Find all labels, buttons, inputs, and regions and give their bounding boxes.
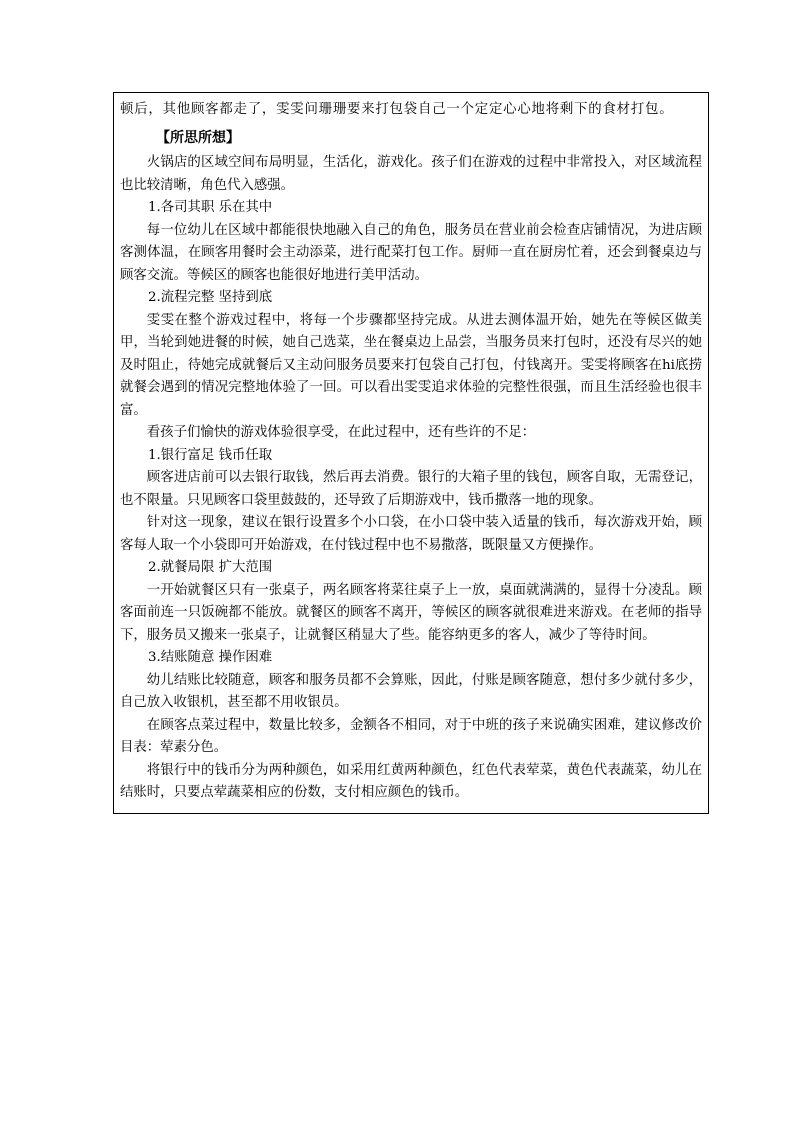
paragraph-4: 顾客进店前可以去银行取钱，然后再去消费。银行的大箱子里的钱包，顾客自取，无需登记，也不限量。只见顾客口袋里鼓鼓的，还导致了后期游戏中，钱币撒落一地的现象。 bbox=[120, 470, 702, 508]
heading-2: 2.流程完整 坚持到底 bbox=[148, 290, 273, 305]
heading-5: 3.结账随意 操作困难 bbox=[148, 650, 273, 665]
paragraph-3: 看孩子们愉快的游戏体验很享受，在此过程中，还有些许的不足： bbox=[146, 425, 536, 440]
content-box bbox=[113, 92, 709, 814]
section-title: 【所思所想】 bbox=[156, 130, 240, 146]
paragraph-7: 幼儿结账比较随意，顾客和服务员都不会算账，因此，付账是顾客随意，想付多少就付多少，自己放入收银机，甚至都不用收银员。 bbox=[120, 672, 702, 710]
paragraph-1: 每一位幼儿在区域中都能很快地融入自己的角色，服务员在营业前会检查店铺情况，为进店顾客测体温，在顾客用餐时会主动添菜，进行配菜打包工作。厨师一直在厨房忙着，还会到餐桌边与顾客交流。等候区的顾客也能很好地进行美甲活动。 bbox=[120, 222, 702, 283]
content-body bbox=[120, 97, 702, 805]
paragraph-9: 将银行中的钱币分为两种颜色，如采用红黄两种颜色，红色代表荤菜，黄色代表蔬菜，幼儿在结账时，只要点荤蔬菜相应的份数，支付相应颜色的钱币。 bbox=[120, 762, 702, 800]
heading-1: 1.各司其职 乐在其中 bbox=[148, 200, 273, 215]
paragraph-2: 雯雯在整个游戏过程中，将每一个步骤都坚持完成。从进去测体温开始，她先在等候区做美甲，当轮到她进餐的时候，她自己选菜，坐在餐桌边上品尝，当服务员来打包时，还没有尽兴的她及时阻止，待她完成就餐后又主动问服务员要来打包袋自己打包，付钱离开。雯雯将顾客在hi底捞就餐会遇到的情况完整地体验了一回。可以看出雯雯追求体验的完整性很强，而且生活经验也很丰富。 bbox=[120, 312, 702, 418]
intro-paragraph: 火锅店的区域空间布局明显，生活化，游戏化。孩子们在游戏的过程中非常投入，对区域流程也比较清晰，角色代入感强。 bbox=[120, 155, 702, 193]
paragraph-8: 在顾客点菜过程中，数量比较多，金额各不相同，对于中班的孩子来说确实困难，建议修改价目表：荤素分色。 bbox=[120, 717, 702, 755]
paragraph-continuation: 顿后，其他顾客都走了，雯雯问珊珊要来打包袋自己一个定定心心地将剩下的食材打包。 bbox=[120, 102, 674, 117]
paragraph-6: 一开始就餐区只有一张桌子，两名顾客将菜往桌子上一放，桌面就满满的，显得十分凌乱。顾客面前连一只饭碗都不能放。就餐区的顾客不离开，等候区的顾客就很难进来游戏。在老师的指导下，服务员又搬来一张桌子，让就餐区稍显大了些。能容纳更多的客人，减少了等待时间。 bbox=[120, 582, 702, 643]
paragraph-5: 针对这一现象，建议在银行设置多个小口袋，在小口袋中装入适量的钱币，每次游戏开始，顾客每人取一个小袋即可开始游戏，在付钱过程中也不易撒落，既限量又方便操作。 bbox=[120, 515, 702, 553]
heading-4: 2.就餐局限 扩大范围 bbox=[148, 560, 273, 575]
heading-3: 1.银行富足 钱币任取 bbox=[148, 447, 273, 463]
